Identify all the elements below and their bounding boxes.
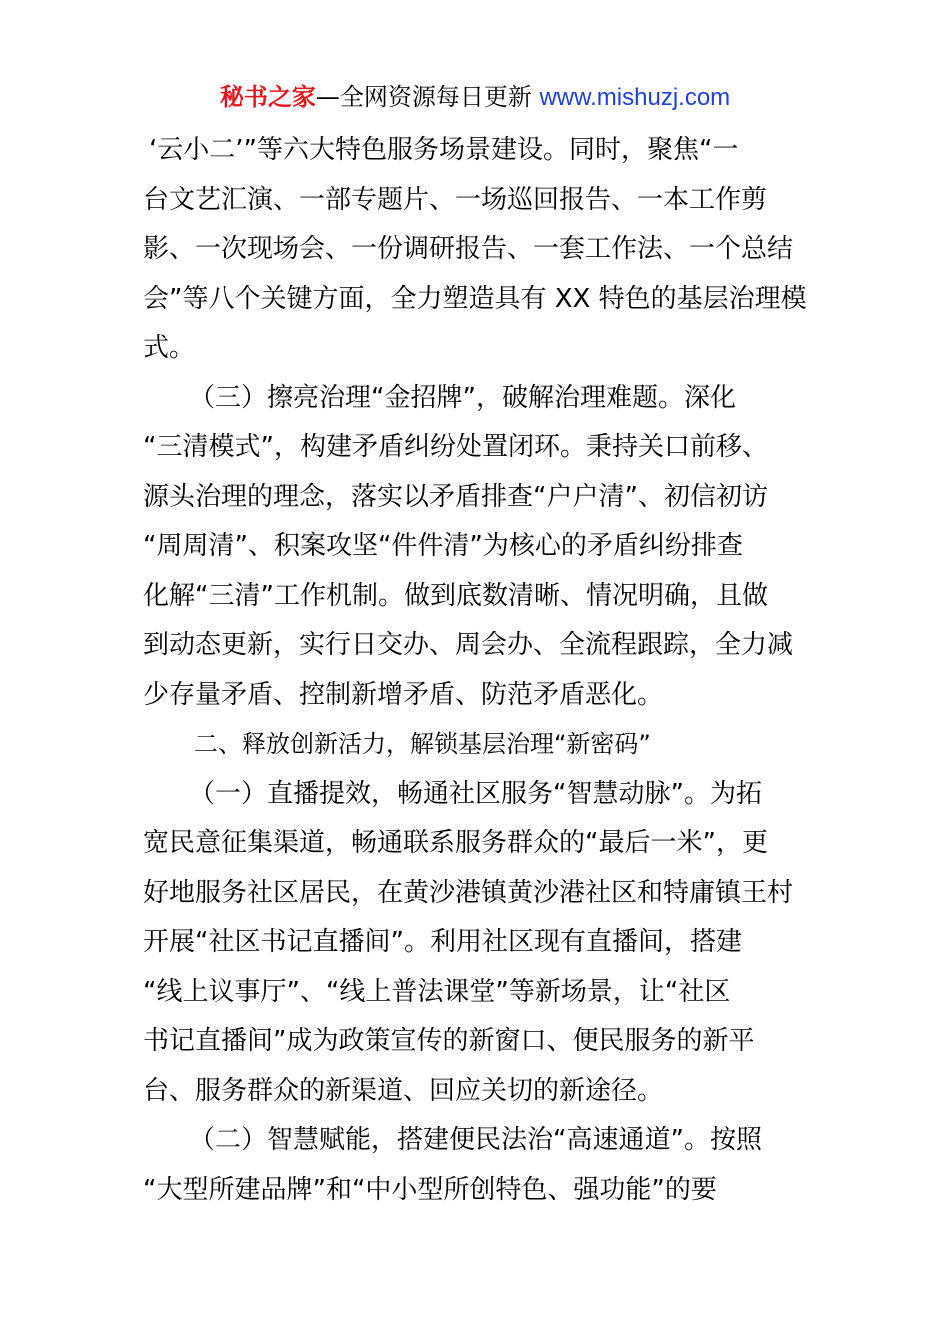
site-tagline: —全网资源每日更新 — [315, 83, 540, 111]
site-url[interactable]: www.mishuzj.com — [539, 84, 731, 111]
paragraph-heading-line: （三）擦亮治理“金招牌”，破解治理难题。深化 — [189, 382, 736, 413]
text-line: 影、一次现场会、一份调研报告、一套工作法、一个总结 — [143, 234, 794, 264]
text-line: ‘云小二’”等六大特色服务场景建设。同时，聚焦“一 — [149, 135, 739, 165]
section-heading: 二、释放创新活力，解锁基层治理“新密码” — [194, 730, 651, 758]
document-body — [143, 126, 808, 1215]
text-line: 源头治理的理念，落实以矛盾排查“户户清”、初信初访 — [143, 481, 768, 512]
site-brand: 秘书之家 — [219, 83, 316, 111]
text-line: 到动态更新，实行日交办、周会办、全流程跟踪，全力减 — [143, 630, 794, 660]
text-line: 好地服务社区居民，在黄沙港镇黄沙港社区和特庸镇王村 — [143, 877, 794, 908]
text-line: 少存量矛盾、控制新增矛盾、防范矛盾恶化。 — [143, 679, 664, 710]
text-line: “大型所建品牌”和“中小型所创特色、强功能”的要 — [143, 1174, 717, 1205]
site-header — [0, 80, 950, 115]
text-line: “线上议事厅”、“线上普法课堂”等新场景，让“社区 — [143, 976, 731, 1007]
text-line: 台、服务群众的新渠道、回应关切的新途径。 — [143, 1075, 664, 1106]
text-line: “周周清”、积案攻坚“件件清”为核心的矛盾纠纷排查 — [143, 531, 743, 561]
text-line: 开展“社区书记直播间”。利用社区现有直播间，搭建 — [143, 927, 742, 957]
text-line: “三清模式”，构建矛盾纠纷处置闭环。秉持关口前移、 — [143, 432, 768, 462]
text-line: 书记直播间”成为政策宣传的新窗口、便民服务的新平 — [143, 1026, 755, 1056]
paragraph-heading-line: （一）直播提效，畅通社区服务“智慧动脉”。为拓 — [189, 778, 762, 809]
text-line: 台文艺汇演、一部专题片、一场巡回报告、一本工作剪 — [143, 184, 768, 215]
text-line: 宽民意征集渠道，畅通联系服务群众的“最后一米”，更 — [143, 828, 768, 858]
text-line: 化解“三清”工作机制。做到底数清晰、情况明确，且做 — [143, 580, 768, 611]
paragraph-heading-line: （二）智慧赋能，搭建便民法治“高速通道”。按照 — [189, 1125, 762, 1155]
text-line: 会”等八个关键方面，全力塑造具有 XX 特色的基层治理模 — [143, 283, 807, 314]
text-line: 式。 — [143, 333, 196, 363]
